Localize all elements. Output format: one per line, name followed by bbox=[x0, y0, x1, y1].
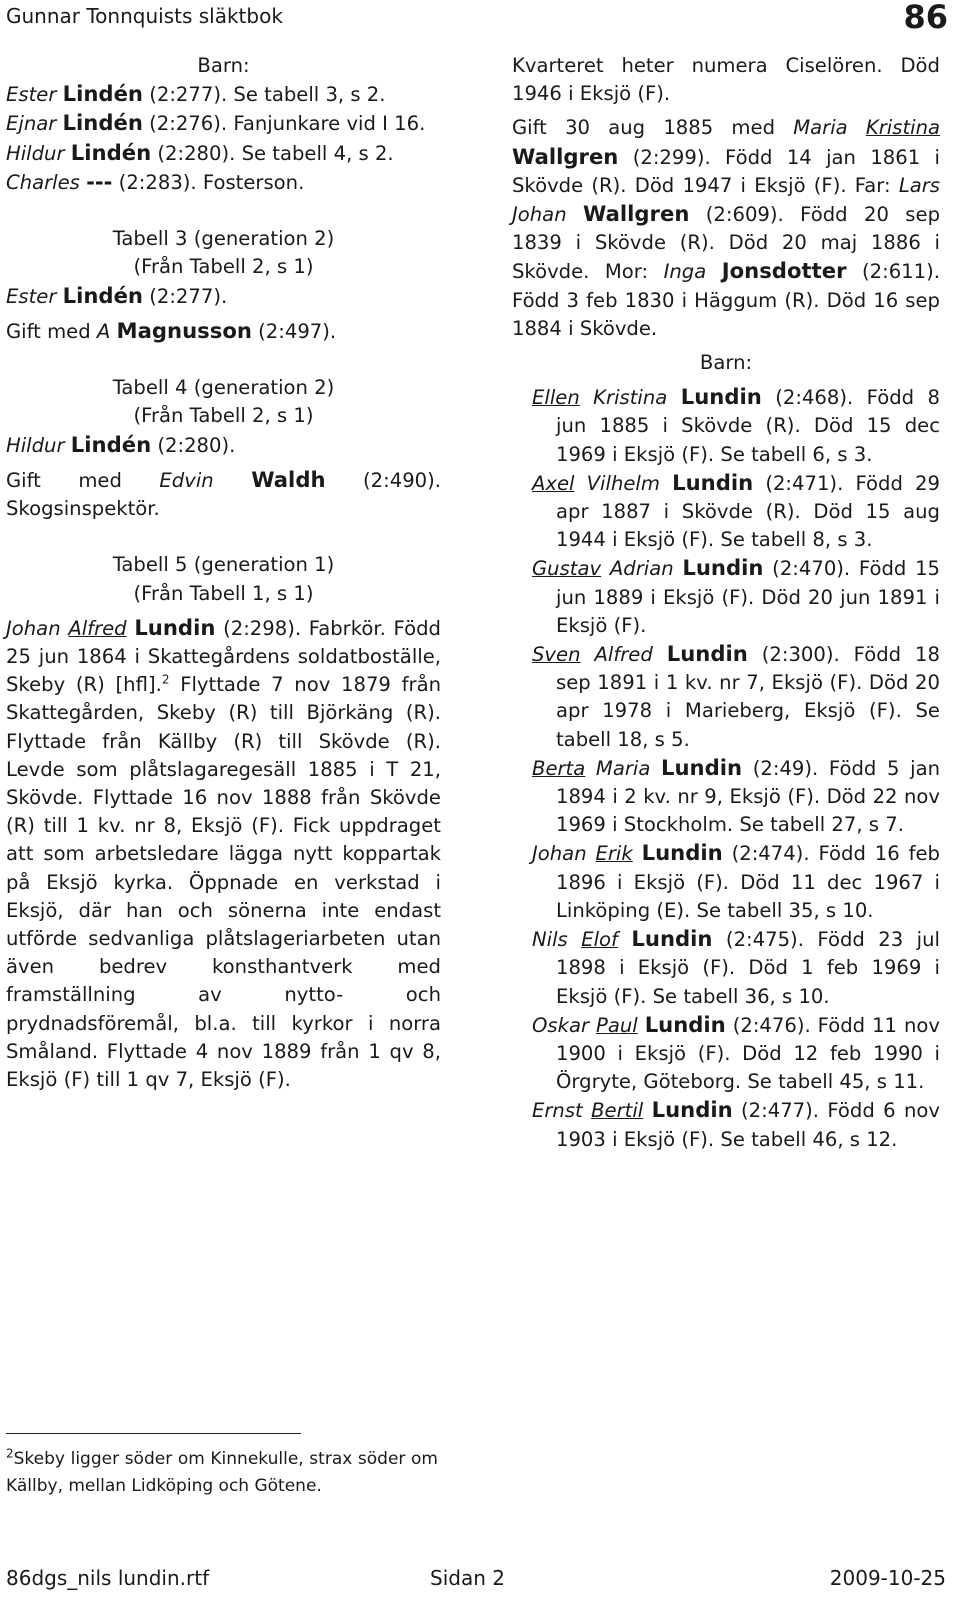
tabell-3-heading: Tabell 3 (generation 2) bbox=[112, 227, 335, 251]
list-item: Hildur Lindén (2:280). Se tabell 4, s 2. bbox=[6, 139, 394, 165]
left-column bbox=[6, 52, 441, 1094]
list-item: Ernst Bertil Lundin (2:477). Född 6 nov 1903 i Eksjö (F). Se tabell 46, s 12. bbox=[532, 1097, 940, 1151]
list-item: Ellen Kristina Lundin (2:468). Född 8 jun 1885 i Skövde (R). Död 15 dec 1969 i Eksjö (F). Se tabell 6, s 3. bbox=[532, 384, 940, 466]
list-item: Johan Erik Lundin (2:474). Född 16 feb 1896 i Eksjö (F). Död 11 dec 1967 i Linköping (E). Se tabell 35, s 10. bbox=[532, 840, 940, 922]
barn-heading: Barn: bbox=[197, 54, 250, 77]
list-item: Charles --- (2:283). Fosterson. bbox=[6, 168, 305, 194]
footnote-divider bbox=[6, 1433, 301, 1434]
list-item: Ejnar Lindén (2:276). Fanjunkare vid I 16. bbox=[6, 110, 426, 136]
tabell-5-heading: Tabell 5 (generation 1) bbox=[112, 553, 335, 577]
footnote bbox=[6, 1446, 438, 1500]
barn-heading-right: Barn: bbox=[699, 351, 753, 375]
tabell-4-married: Gift med Edvin Waldh (2:490). Skogsinspektör. bbox=[6, 466, 442, 521]
tabell-3-from: (Från Tabell 2, s 1) bbox=[133, 255, 314, 279]
tabell-3-married: Gift med A Magnusson (2:497). bbox=[6, 317, 337, 343]
footnote-number: 2 bbox=[6, 1446, 14, 1461]
list-item: Ester Lindén (2:277). Se tabell 3, s 2. bbox=[6, 81, 386, 107]
tabell-4-heading: Tabell 4 (generation 2) bbox=[112, 376, 335, 400]
tabell-5-from: (Från Tabell 1, s 1) bbox=[133, 581, 314, 605]
footnote-ref: 2 bbox=[161, 672, 170, 687]
list-item: Axel Vilhelm Lundin (2:471). Född 29 apr 1887 i Skövde (R). Död 15 aug 1944 i Eksjö (F). Se tabell 8, s 3. bbox=[532, 469, 940, 552]
book-title: Gunnar Tonnquists släktbok bbox=[6, 4, 283, 28]
footer-page: Sidan 2 bbox=[430, 1566, 505, 1590]
footer-filename: 86dgs_nils lundin.rtf bbox=[6, 1566, 210, 1590]
list-item: Gustav Adrian Lundin (2:470). Född 15 jun 1889 i Eksjö (F). Död 20 jun 1891 i Eksjö (F). bbox=[532, 555, 940, 637]
intro-text: Kvarteret heter numera Ciselören. Död 1946 i Eksjö (F). bbox=[512, 54, 940, 106]
list-item: Nils Elof Lundin (2:475). Född 23 jul 1898 i Eksjö (F). Död 1 feb 1969 i Eksjö (F). Se tabell 36, s 10. bbox=[532, 926, 940, 1008]
page-number: 86 bbox=[903, 0, 948, 36]
tabell-3-person: Ester Lindén (2:277). bbox=[6, 282, 228, 308]
list-item: Berta Maria Lundin (2:49). Född 5 jan 1894 i 2 kv. nr 9, Eksjö (F). Död 22 nov 1969 i Stockholm. Se tabell 27, s 7. bbox=[532, 754, 941, 837]
list-item: Sven Alfred Lundin (2:300). Född 18 sep 1891 i 1 kv. nr 7, Eksjö (F). Död 20 apr 1978 i Marieberg, Eksjö (F). Se tabell 18, s 5. bbox=[532, 641, 940, 751]
right-column bbox=[512, 52, 940, 1154]
list-item: Oskar Paul Lundin (2:476). Född 11 nov 1900 i Eksjö (F). Död 12 feb 1990 i Örgryte, Göteborg. Se tabell 45, s 11. bbox=[532, 1011, 940, 1094]
tabell-4-from: (Från Tabell 2, s 1) bbox=[133, 404, 314, 428]
footnote-text: Skeby ligger söder om Kinnekulle, strax söder om Källby, mellan Lidköping och Götene. bbox=[6, 1449, 438, 1496]
tabell-5-body: Johan Alfred Lundin (2:298). Fabrkör. Född 25 jun 1864 i Skattegårdens soldatboställe, Skeby (R) [hfl].$^2$ Flyttade 7 nov 1879 från Skattegården, Skeby (R) till Björkäng (R). Flyttade från Källby (R) till Skövde (R). Levde som plåtslagaregesäll 1885 i T 21, Skövde. Flyttade 16 nov 1888 från Skövde (R) till 1 kv. nr 8, Eksjö (F). Fick uppdraget att som arbetsledare lägga nytt koppartak på Eksjö kyrka. Öppnade en verkstad i Eksjö, där han och sönerna inte endast utförde sedvanliga plåtslageriarbeten utan även bedrev konsthantverk med framställning av nytto- och prydnadsföremål, bl.a. till kyrkor i norra Småland. Flyttade 4 nov 1889 från 1 qv 8, Eksjö (F) till 1 qv 7, Eksjö (F). bbox=[6, 614, 442, 1092]
married-paragraph: Gift 30 aug 1885 med Maria Kristina Wallgren (2:299). Född 14 jan 1861 i Skövde (R). Död 1947 i Eksjö (F). Far: Lars Johan Wallgren (2:609). Född 20 sep 1839 i Skövde (R). Död 20 maj 1886 i Skövde. Mor: Inga Jonsdotter (2:611). Född 3 feb 1830 i Häggum (R). Död 16 sep 1884 i Skövde. bbox=[512, 116, 941, 340]
tabell-4-person: Hildur Lindén (2:280). bbox=[6, 431, 236, 457]
footer-date: 2009-10-25 bbox=[829, 1566, 946, 1590]
